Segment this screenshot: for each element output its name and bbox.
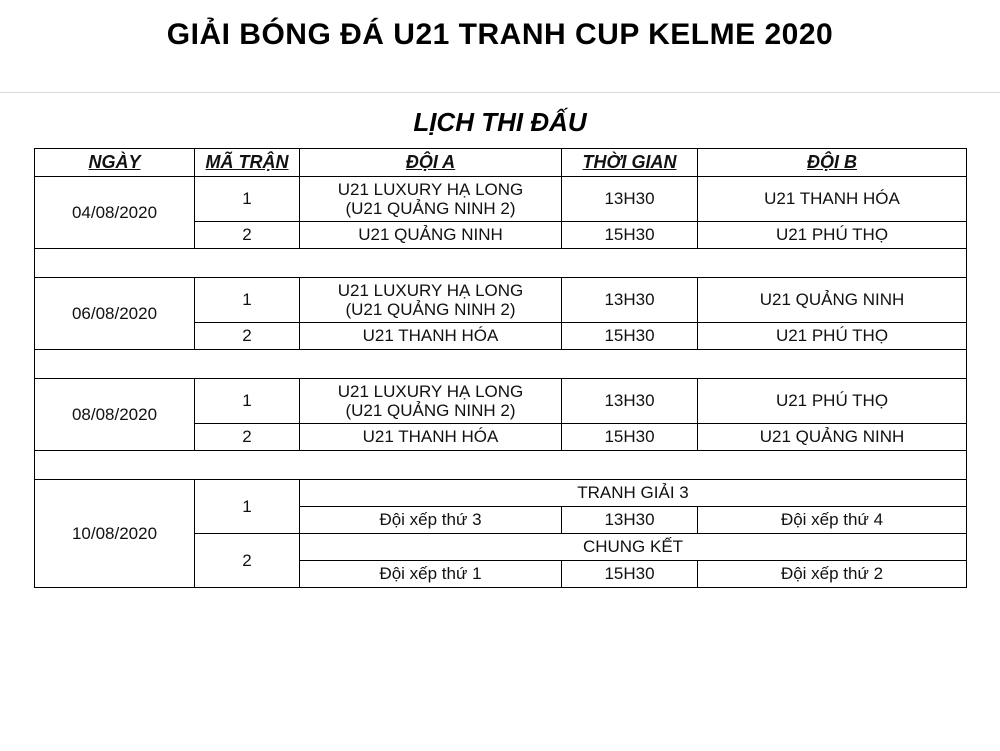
team-b-cell: U21 PHÚ THỌ — [698, 379, 967, 424]
team-a-line2: (U21 QUẢNG NINH 2) — [345, 300, 516, 320]
table-spacer-row — [35, 350, 967, 379]
page-title: GIẢI BÓNG ĐÁ U21 TRANH CUP KELME 2020 — [166, 18, 834, 51]
time-cell: 15H30 — [562, 424, 698, 451]
match-code: 2 — [195, 534, 300, 588]
schedule-subtitle: LỊCH THI ĐẤU — [413, 107, 587, 137]
team-b-cell: U21 PHÚ THỌ — [698, 222, 967, 249]
table-row — [35, 480, 967, 507]
match-code: 1 — [195, 177, 300, 222]
date-cell: 10/08/2020 — [35, 480, 195, 588]
team-a-cell: Đội xếp thứ 3 — [300, 507, 562, 534]
spacer-cell — [35, 451, 967, 480]
match-code: 2 — [195, 424, 300, 451]
team-a-cell: U21 QUẢNG NINH — [300, 222, 562, 249]
team-b-cell: U21 PHÚ THỌ — [698, 323, 967, 350]
date-cell: 04/08/2020 — [35, 177, 195, 249]
final-banner: CHUNG KẾT — [300, 534, 967, 561]
time-cell: 13H30 — [562, 278, 698, 323]
table-body — [35, 177, 967, 588]
match-code: 2 — [195, 323, 300, 350]
team-a-line2: (U21 QUẢNG NINH 2) — [345, 401, 516, 421]
date-cell: 08/08/2020 — [35, 379, 195, 451]
team-a-cell — [300, 278, 562, 323]
team-b-cell: Đội xếp thứ 4 — [698, 507, 967, 534]
team-a-cell: U21 THANH HÓA — [300, 323, 562, 350]
team-b-cell: U21 QUẢNG NINH — [698, 278, 967, 323]
team-a-line1: U21 LUXURY HẠ LONG — [337, 180, 524, 199]
table-header — [35, 149, 967, 177]
third-place-banner: TRANH GIẢI 3 — [300, 480, 967, 507]
time-cell: 15H30 — [562, 323, 698, 350]
team-a-cell — [300, 177, 562, 222]
time-cell: 15H30 — [562, 561, 698, 588]
spacer-cell — [35, 350, 967, 379]
table-row — [35, 278, 967, 323]
header-team-a: ĐỘI A — [300, 149, 562, 177]
header-match-code: MÃ TRẬN — [195, 149, 300, 177]
team-a-line1: U21 LUXURY HẠ LONG — [337, 281, 524, 301]
table-spacer-row — [35, 451, 967, 480]
header-date: NGÀY — [35, 149, 195, 177]
time-cell: 15H30 — [562, 222, 698, 249]
team-a-cell — [300, 379, 562, 424]
match-code: 1 — [195, 278, 300, 323]
time-cell: 13H30 — [562, 379, 698, 424]
date-cell: 06/08/2020 — [35, 278, 195, 350]
spacer-cell — [35, 249, 967, 278]
team-b-cell: Đội xếp thứ 2 — [698, 561, 967, 588]
team-a-line2: (U21 QUẢNG NINH 2) — [345, 199, 516, 219]
schedule-table-wrapper — [0, 148, 1000, 588]
match-code: 1 — [195, 379, 300, 424]
table-spacer-row — [35, 249, 967, 278]
team-a-cell: Đội xếp thứ 1 — [300, 561, 562, 588]
team-a-cell: U21 THANH HÓA — [300, 424, 562, 451]
time-cell: 13H30 — [562, 177, 698, 222]
table-row — [35, 379, 967, 424]
team-b-cell: U21 QUẢNG NINH — [698, 424, 967, 451]
match-code: 2 — [195, 222, 300, 249]
team-b-cell: U21 THANH HÓA — [698, 177, 967, 222]
time-cell: 13H30 — [562, 507, 698, 534]
header-time: THỜI GIAN — [562, 149, 698, 177]
header-team-b: ĐỘI B — [698, 149, 967, 177]
schedule-table — [34, 148, 967, 588]
team-a-line1: U21 LUXURY HẠ LONG — [337, 382, 524, 402]
table-header-row — [35, 149, 967, 177]
table-row — [35, 177, 967, 222]
match-code: 1 — [195, 480, 300, 534]
